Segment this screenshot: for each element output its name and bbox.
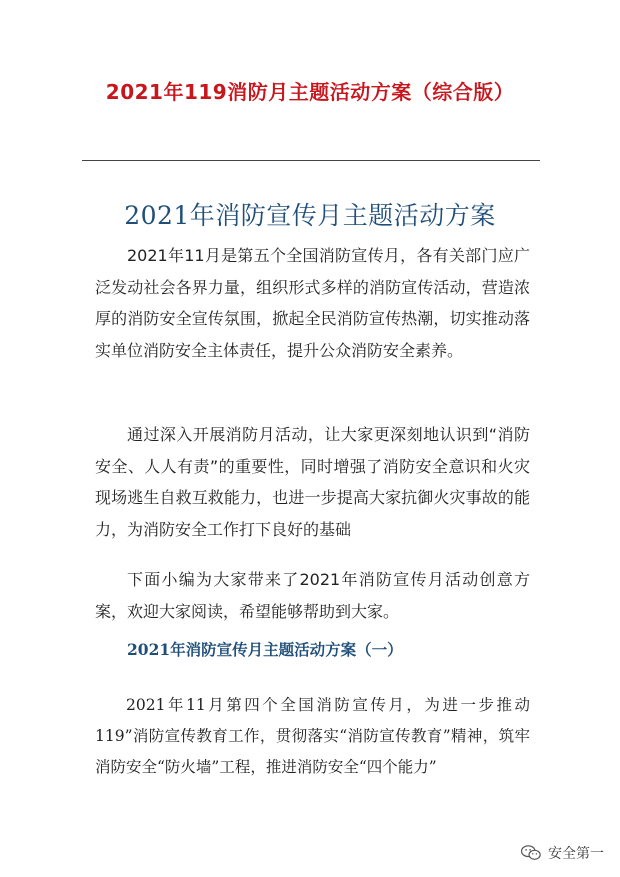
sub-title: 2021年消防宣传月主题活动方案 [124,201,496,230]
divider-line [82,160,540,161]
wechat-icon [520,844,542,862]
watermark [520,843,604,863]
main-title: 2021年119消防月主题活动方案（综合版） [105,80,515,104]
paragraph: 2021年11月是第五个全国消防宣传月，各有关部门应广泛发动社会各界力量，组织形式多样的消防宣传活动，营造浓厚的消防安全宣传氛围，掀起全民消防宣传热潮，切实推动落实单位消防安全主体责任，提升公众消防安全素养。 [95,246,530,360]
section-title: 2021年消防宣传月主题活动方案（一） [127,640,403,659]
section-paragraph: 2021年11月第四个全国消防宣传月，为进一步推动119”消防宣传教育工作，贯彻落实“消防宣传教育”精神，筑牢消防安全“防火墙”工程，推进消防安全“四个能力” [95,696,530,776]
paragraph: 通过深入开展消防月活动，让大家更深刻地认识到“消防安全、人人有责”的重要性，同时增强了消防安全意识和火灾现场逃生自救互救能力，也进一步提高大家抗御火灾事故的能力，为消防安全工作打下良好的基础 [95,425,530,539]
paragraph: 下面小编为大家带来了2021年消防宣传月活动创意方案，欢迎大家阅读，希望能够帮助到大家。 [95,570,530,621]
watermark-text: 安全第一 [548,846,604,862]
